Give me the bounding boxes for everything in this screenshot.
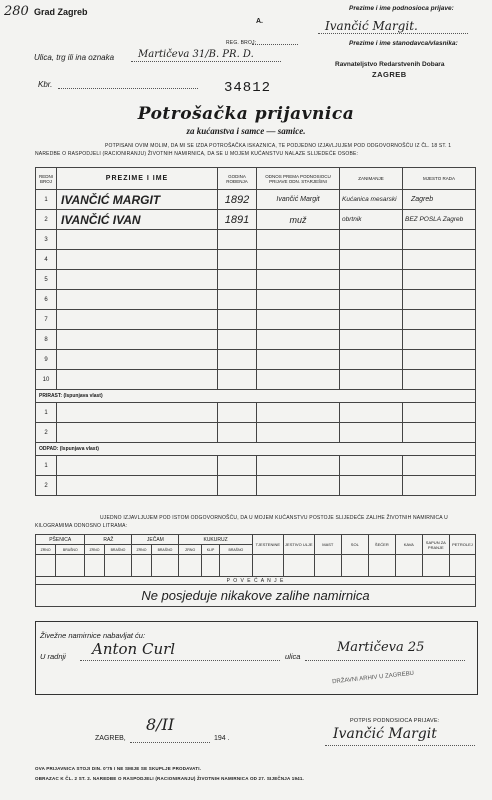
house-number-label: Kbr.	[38, 80, 53, 89]
stock-group-row	[36, 535, 476, 545]
row-number: 1	[36, 403, 57, 423]
signature-value: Ivančić Margit	[333, 726, 437, 742]
row-number: 2	[36, 423, 57, 443]
supplier-street-value: Martičeva 25	[337, 640, 425, 655]
header-year: GODINA ROĐENJA	[218, 168, 257, 190]
sub-grain: ZRNO	[179, 545, 202, 555]
sub-cob: KLIP	[202, 545, 220, 555]
form-reference: OBRAZAC K ČL. 2 ST. 2. NAREDBE O RASPODJELI (RACIONIRANJU) ŽIVOTNIH NAMIRNICA OD 27. SIJEČNJA 1941.	[35, 776, 305, 781]
person-name: IVANČIĆ MARGIT	[57, 190, 218, 210]
year-label: 194 .	[214, 735, 230, 742]
city-label: Grad Zagreb	[34, 7, 88, 17]
sub-grain: ZRNO	[36, 545, 56, 555]
row-number: 3	[36, 230, 57, 250]
table-header-row	[36, 168, 476, 190]
form-number: 34812	[224, 80, 272, 96]
stock-coffee: KAVA	[395, 535, 422, 555]
stock-values-row	[36, 555, 476, 577]
odpad-label: ODPAD: (Ispunjava vlast)	[36, 443, 476, 456]
odpad-header-row	[36, 443, 476, 456]
header-occupation: ZANIMANJE	[340, 168, 403, 190]
stock-oil: JESTIVO ULJE	[283, 535, 314, 555]
persons-table	[35, 167, 476, 496]
table-row	[36, 230, 476, 250]
table-row	[36, 250, 476, 270]
table-row	[36, 350, 476, 370]
intro-text: POTPISANI OVIM MOLIM, DA MI SE IZDA POTROŠAČKA ISKAZNICA, TE PODJEDNO IZJAVLJUJEM POD ODGOVORNOŠĆU IZ ČL. 18 ST. 1 NAREDBE O RASPODJELI (RACIONIRANJU) ŽIVOTNIH NAMIRNICA, DA SE U MOJEM KUĆANSTVU NALAZE SLIJEDEĆE OSOBE:	[35, 143, 452, 157]
header-name: PREZIME I IME	[57, 168, 218, 190]
store-label: U radnji	[40, 652, 66, 661]
stock-remark-row	[36, 585, 476, 607]
place-label: ZAGREB,	[95, 735, 126, 742]
stock-text: UJEDNO IZJAVLJUJEM POD ISTOM ODGOVORNOŠĆU, DA U MOJEM KUĆANSTVU POSTOJE SLIJEDEĆE ZALIHE ŽIVOTNIH NAMIRNICA U KILOGRAMIMA ODNOSNO LITRAMA:	[35, 515, 448, 529]
applicant-value: Ivančić Margit.	[325, 19, 418, 33]
archive-stamp: DRŽAVNI ARHIV U ZAGREBU	[331, 670, 415, 686]
row-number: 1	[36, 190, 57, 210]
remark-label: P O V E Ć A N J E	[36, 577, 476, 585]
reg-number-label: REG. BROJ:	[226, 40, 257, 46]
person-name: IVANČIĆ IVAN	[57, 210, 218, 230]
margin-number: 280	[4, 4, 29, 19]
group-barley: JEČAM	[132, 535, 179, 545]
group-rye: RAŽ	[85, 535, 132, 545]
sub-flour: BRAŠNO	[151, 545, 179, 555]
row-number: 7	[36, 310, 57, 330]
landlord-label: Prezime i ime stanodavca/vlasnika:	[349, 40, 458, 47]
table-row	[36, 370, 476, 390]
supplier-label: Živežne namirnice nabavljat ću:	[40, 631, 146, 640]
stock-soap: SAPUN ZA PRANJE	[422, 535, 449, 555]
row-number: 10	[36, 370, 57, 390]
applicant-label: Prezime i ime podnosioca prijave:	[349, 5, 454, 12]
person-relation: Ivančić Margit	[257, 190, 340, 210]
table-row	[36, 270, 476, 290]
office-stamp-line2: ZAGREB	[372, 70, 407, 79]
prirast-row	[36, 403, 476, 423]
table-row	[36, 190, 476, 210]
row-number: 2	[36, 210, 57, 230]
form-subtitle: za kućanstva i samce — samice.	[186, 126, 306, 136]
person-year: 1891	[218, 210, 257, 230]
sub-flour: BRAŠNO	[104, 545, 132, 555]
sub-flour: BRAŠNO	[219, 545, 252, 555]
prirast-row	[36, 423, 476, 443]
stock-lard: MAST	[314, 535, 341, 555]
odpad-row	[36, 456, 476, 476]
person-occupation: obrtnik	[340, 210, 403, 230]
table-row	[36, 330, 476, 350]
street-label: Ulica, trg ili ina oznaka	[34, 53, 115, 62]
date-value: 8/II	[146, 715, 175, 734]
stock-pasta: TJESTENINE	[252, 535, 283, 555]
remark-value: Ne posjeduje nikakove zalihe namirnica	[36, 585, 476, 607]
table-row	[36, 310, 476, 330]
row-number: 1	[36, 456, 57, 476]
sub-flour: BRAŠNO	[56, 545, 85, 555]
row-number: 8	[36, 330, 57, 350]
row-number: 4	[36, 250, 57, 270]
street-value: Martičeva 31/B. PR. D.	[138, 49, 254, 60]
person-relation: muž	[257, 210, 340, 230]
person-workplace: BEZ POSLA Zagreb	[403, 210, 476, 230]
row-number: 2	[36, 476, 57, 496]
header-workplace: MJESTO RADA	[403, 168, 476, 190]
sub-grain: ZRNO	[85, 545, 104, 555]
supplier-street-label: ulica	[285, 652, 301, 661]
stock-table	[35, 534, 476, 607]
stock-petroleum: PETROLEJ	[449, 535, 475, 555]
header-relation: ODNOS PREMA PODNOSIOCU PRIJAVE ODN. STARJEŠINI	[257, 168, 340, 190]
signature-label: POTPIS PODNOSIOCA PRIJAVE:	[350, 718, 440, 724]
prirast-header-row	[36, 390, 476, 403]
table-row	[36, 290, 476, 310]
stock-remark-label-row	[36, 577, 476, 585]
letter-a: A.	[256, 18, 263, 25]
row-number: 9	[36, 350, 57, 370]
prirast-label: PRIRAST: (Ispunjava vlast)	[36, 390, 476, 403]
office-stamp-line1: Ravnateljstvo Redarstvenih Dobara	[335, 61, 445, 68]
person-year: 1892	[218, 190, 257, 210]
odpad-row	[36, 476, 476, 496]
group-wheat: PŠENICA	[36, 535, 85, 545]
stock-sugar: ŠEĆER	[368, 535, 395, 555]
row-number: 6	[36, 290, 57, 310]
stock-salt: SOL	[341, 535, 368, 555]
sub-grain: ZRNO	[132, 545, 151, 555]
store-value: Anton Curl	[92, 640, 176, 658]
person-workplace: Zagreb	[403, 190, 476, 210]
price-note: OVA PRIJAVNICA STOJI DIN. 0'75 I NE SMIJE SE SKUPLJE PRODAVATI.	[35, 766, 202, 771]
group-corn: KUKURUZ	[179, 535, 252, 545]
table-row	[36, 210, 476, 230]
row-number: 5	[36, 270, 57, 290]
person-occupation: Kućanica mesarski	[340, 190, 403, 210]
form-title: Potrošačka prijavnica	[137, 104, 355, 124]
header-num: REDNI BROJ	[36, 168, 57, 190]
